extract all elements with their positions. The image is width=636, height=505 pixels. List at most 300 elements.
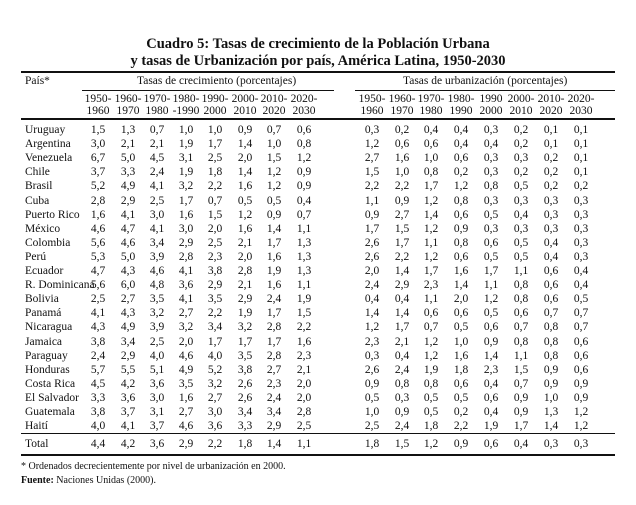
country-name: Haití bbox=[25, 420, 48, 432]
urbanization-rate-cell: 0,8 bbox=[453, 195, 469, 207]
urbanization-rate-cell: 0,2 bbox=[394, 124, 410, 136]
urbanization-rate-cell: 1,3 bbox=[543, 406, 559, 418]
urbanization-rate-cell: 0,4 bbox=[483, 406, 499, 418]
urbanization-rate-cell: 0,8 bbox=[423, 166, 439, 178]
growth-rate-cell: 3,3 bbox=[90, 392, 106, 404]
total-urbanization-cell: 0,3 bbox=[543, 438, 559, 450]
urbanization-rate-cell: 0,3 bbox=[573, 251, 589, 263]
growth-rate-cell: 3,9 bbox=[149, 251, 165, 263]
total-urbanization-cell: 0,9 bbox=[453, 438, 469, 450]
table-title-line2: y tasas de Urbanización por país, América Latina, 1950-2030 bbox=[130, 53, 506, 69]
urbanization-rate-cell: 0,9 bbox=[513, 392, 529, 404]
urbanization-rate-cell: 0,2 bbox=[453, 406, 469, 418]
urbanization-rate-cell: 0,9 bbox=[543, 378, 559, 390]
growth-rate-cell: 2,0 bbox=[296, 378, 312, 390]
urban-period-header-line1: 1970- bbox=[417, 93, 445, 105]
growth-rate-cell: 2,1 bbox=[296, 364, 312, 376]
growth-rate-cell: 4,6 bbox=[178, 420, 194, 432]
growth-rate-cell: 1,4 bbox=[237, 166, 253, 178]
growth-rate-cell: 3,2 bbox=[207, 378, 223, 390]
growth-rate-cell: 4,3 bbox=[120, 265, 136, 277]
urbanization-rate-cell: 0,6 bbox=[483, 392, 499, 404]
growth-rate-cell: 4,6 bbox=[120, 237, 136, 249]
urbanization-rate-cell: 0,6 bbox=[453, 307, 469, 319]
growth-rate-cell: 2,5 bbox=[90, 293, 106, 305]
growth-rate-cell: 2,8 bbox=[90, 195, 106, 207]
urbanization-rate-cell: 1,2 bbox=[364, 138, 380, 150]
country-name: Paraguay bbox=[25, 350, 68, 362]
urbanization-rate-cell: 1,7 bbox=[423, 180, 439, 192]
country-name: Argentina bbox=[25, 138, 71, 150]
total-rule bbox=[21, 433, 615, 434]
growth-rate-cell: 3,3 bbox=[120, 166, 136, 178]
growth-rate-cell: 1,2 bbox=[296, 152, 312, 164]
urbanization-rate-cell: 0,9 bbox=[573, 392, 589, 404]
urbanization-rate-cell: 0,7 bbox=[573, 307, 589, 319]
growth-rate-cell: 2,2 bbox=[296, 321, 312, 333]
growth-rate-cell: 1,7 bbox=[178, 195, 194, 207]
urbanization-rate-cell: 0,6 bbox=[543, 279, 559, 291]
urbanization-rate-cell: 0,3 bbox=[513, 223, 529, 235]
urbanization-rate-cell: 1,1 bbox=[513, 350, 529, 362]
bottom-rule bbox=[21, 454, 615, 456]
growth-rate-cell: 1,3 bbox=[296, 237, 312, 249]
urbanization-rate-cell: 2,4 bbox=[394, 420, 410, 432]
growth-rate-cell: 2,0 bbox=[207, 223, 223, 235]
growth-rate-cell: 1,3 bbox=[120, 124, 136, 136]
growth-rate-cell: 0,5 bbox=[237, 195, 253, 207]
growth-rate-cell: 2,7 bbox=[120, 293, 136, 305]
growth-rate-cell: 1,3 bbox=[296, 265, 312, 277]
urban-period-header-line2: 2010 bbox=[509, 105, 533, 117]
urbanization-rate-cell: 0,2 bbox=[453, 166, 469, 178]
growth-rate-cell: 4,5 bbox=[149, 152, 165, 164]
urbanization-rate-cell: 1,4 bbox=[423, 209, 439, 221]
urbanization-rate-cell: 0,9 bbox=[483, 336, 499, 348]
country-name: Perú bbox=[25, 251, 47, 263]
total-growth-cell: 2,2 bbox=[207, 438, 223, 450]
growth-rate-cell: 3,5 bbox=[207, 293, 223, 305]
growth-rate-cell: 2,6 bbox=[237, 378, 253, 390]
growth-rate-cell: 4,9 bbox=[120, 180, 136, 192]
growth-rate-cell: 1,4 bbox=[266, 223, 282, 235]
growth-period-header-line2: 2020 bbox=[262, 105, 286, 117]
growth-rate-cell: 1,7 bbox=[266, 237, 282, 249]
urbanization-rate-cell: 0,9 bbox=[513, 406, 529, 418]
urbanization-rate-cell: 0,6 bbox=[453, 378, 469, 390]
growth-rate-cell: 0,8 bbox=[296, 138, 312, 150]
growth-group-underline bbox=[82, 90, 334, 91]
urbanization-rate-cell: 1,6 bbox=[453, 265, 469, 277]
urbanization-rate-cell: 0,7 bbox=[513, 321, 529, 333]
urbanization-rate-cell: 0,5 bbox=[423, 392, 439, 404]
urbanization-rate-cell: 0,2 bbox=[513, 138, 529, 150]
growth-period-header-line1: 2000- bbox=[231, 93, 259, 105]
growth-rate-cell: 4,2 bbox=[120, 378, 136, 390]
urbanization-rate-cell: 1,7 bbox=[394, 321, 410, 333]
urbanization-rate-cell: 0,1 bbox=[573, 124, 589, 136]
growth-rate-cell: 3,8 bbox=[90, 406, 106, 418]
growth-rate-cell: 0,9 bbox=[296, 180, 312, 192]
growth-rate-cell: 3,4 bbox=[149, 237, 165, 249]
urbanization-rate-cell: 0,9 bbox=[543, 364, 559, 376]
urbanization-rate-cell: 1,4 bbox=[453, 279, 469, 291]
urbanization-rate-cell: 0,6 bbox=[543, 265, 559, 277]
urbanization-rate-cell: 1,1 bbox=[364, 195, 380, 207]
total-urbanization-cell: 1,5 bbox=[394, 438, 410, 450]
urbanization-rate-cell: 0,4 bbox=[483, 138, 499, 150]
growth-rate-cell: 1,6 bbox=[178, 209, 194, 221]
urbanization-rate-cell: 0,4 bbox=[394, 350, 410, 362]
country-name: México bbox=[25, 223, 61, 235]
urban-period-header-line2: 1960 bbox=[360, 105, 384, 117]
urbanization-rate-cell: 0,3 bbox=[483, 223, 499, 235]
urbanization-rate-cell: 0,6 bbox=[423, 307, 439, 319]
growth-period-header-line1: 1970- bbox=[143, 93, 171, 105]
urbanization-rate-cell: 0,6 bbox=[453, 209, 469, 221]
growth-rate-cell: 1,4 bbox=[237, 138, 253, 150]
urbanization-rate-cell: 0,2 bbox=[543, 152, 559, 164]
growth-rate-cell: 2,0 bbox=[237, 152, 253, 164]
urbanization-rate-cell: 0,4 bbox=[543, 251, 559, 263]
growth-rate-cell: 1,7 bbox=[207, 336, 223, 348]
growth-rate-cell: 1,7 bbox=[237, 336, 253, 348]
country-name: Puerto Rico bbox=[25, 209, 80, 221]
growth-rate-cell: 3,2 bbox=[178, 180, 194, 192]
growth-rate-cell: 1,6 bbox=[237, 223, 253, 235]
urbanization-rate-cell: 0,3 bbox=[543, 195, 559, 207]
urbanization-rate-cell: 0,8 bbox=[513, 293, 529, 305]
urbanization-rate-cell: 1,1 bbox=[423, 293, 439, 305]
growth-rate-cell: 3,6 bbox=[120, 392, 136, 404]
urbanization-rate-cell: 1,5 bbox=[364, 166, 380, 178]
growth-rate-cell: 4,5 bbox=[90, 378, 106, 390]
growth-rate-cell: 4,0 bbox=[149, 350, 165, 362]
urban-period-header-line2: 2030 bbox=[569, 105, 593, 117]
urbanization-rate-cell: 0,2 bbox=[513, 166, 529, 178]
country-name: Honduras bbox=[25, 364, 70, 376]
urbanization-rate-cell: 1,4 bbox=[394, 307, 410, 319]
growth-period-header-line2: 2030 bbox=[292, 105, 316, 117]
urban-period-header-line2: 2000 bbox=[479, 105, 503, 117]
urbanization-rate-cell: 0,9 bbox=[394, 406, 410, 418]
urban-period-header-line1: 2010- bbox=[537, 93, 565, 105]
growth-rate-cell: 6,0 bbox=[120, 279, 136, 291]
growth-rate-cell: 2,3 bbox=[266, 378, 282, 390]
urbanization-rate-cell: 1,2 bbox=[423, 350, 439, 362]
growth-rate-cell: 3,0 bbox=[178, 223, 194, 235]
urbanization-rate-cell: 0,8 bbox=[543, 336, 559, 348]
urbanization-rate-cell: 0,4 bbox=[423, 124, 439, 136]
urbanization-rate-cell: 0,6 bbox=[394, 138, 410, 150]
growth-rate-cell: 2,7 bbox=[178, 307, 194, 319]
growth-rate-cell: 3,4 bbox=[120, 336, 136, 348]
urbanization-rate-cell: 0,5 bbox=[453, 321, 469, 333]
urbanization-rate-cell: 0,8 bbox=[423, 378, 439, 390]
growth-rate-cell: 5,7 bbox=[90, 364, 106, 376]
growth-period-header-line1: 2010- bbox=[260, 93, 288, 105]
urbanization-rate-cell: 0,6 bbox=[513, 307, 529, 319]
growth-rate-cell: 4,1 bbox=[178, 265, 194, 277]
urbanization-rate-cell: 0,9 bbox=[573, 378, 589, 390]
growth-rate-cell: 4,6 bbox=[178, 350, 194, 362]
urbanization-rate-cell: 2,7 bbox=[364, 152, 380, 164]
total-urbanization-cell: 0,4 bbox=[513, 438, 529, 450]
urbanization-rate-cell: 0,6 bbox=[483, 321, 499, 333]
urban-period-header-line1: 1950- bbox=[358, 93, 386, 105]
growth-rate-cell: 5,1 bbox=[149, 364, 165, 376]
urbanization-rate-cell: 2,6 bbox=[364, 251, 380, 263]
urbanization-rate-cell: 0,7 bbox=[573, 321, 589, 333]
urbanization-rate-cell: 1,1 bbox=[423, 237, 439, 249]
urbanization-rate-cell: 0,8 bbox=[513, 336, 529, 348]
growth-rate-cell: 1,6 bbox=[178, 392, 194, 404]
growth-rate-cell: 2,0 bbox=[296, 392, 312, 404]
country-name: R. Dominicana bbox=[25, 279, 95, 291]
urbanization-rate-cell: 0,6 bbox=[573, 350, 589, 362]
urbanization-rate-cell: 0,1 bbox=[573, 166, 589, 178]
country-name: Colombia bbox=[25, 237, 71, 249]
growth-rate-cell: 2,4 bbox=[90, 350, 106, 362]
growth-rate-cell: 2,3 bbox=[207, 251, 223, 263]
urbanization-rate-cell: 0,1 bbox=[573, 152, 589, 164]
source-note bbox=[21, 475, 156, 486]
urbanization-rate-cell: 0,6 bbox=[483, 237, 499, 249]
growth-rate-cell: 3,8 bbox=[207, 265, 223, 277]
urbanization-rate-cell: 0,6 bbox=[453, 152, 469, 164]
growth-rate-cell: 1,0 bbox=[207, 124, 223, 136]
growth-rate-cell: 1,8 bbox=[207, 166, 223, 178]
growth-rate-cell: 2,5 bbox=[296, 420, 312, 432]
growth-rate-cell: 2,8 bbox=[296, 406, 312, 418]
urbanization-rate-cell: 0,8 bbox=[394, 378, 410, 390]
urban-period-header-line1: 2000- bbox=[507, 93, 535, 105]
urbanization-rate-cell: 0,4 bbox=[453, 138, 469, 150]
urbanization-rate-cell: 0,5 bbox=[483, 251, 499, 263]
urbanization-rate-cell: 0,1 bbox=[543, 124, 559, 136]
urbanization-rate-cell: 0,6 bbox=[453, 251, 469, 263]
growth-rate-cell: 3,7 bbox=[90, 166, 106, 178]
growth-rate-cell: 3,3 bbox=[237, 420, 253, 432]
growth-rate-cell: 4,9 bbox=[178, 364, 194, 376]
urbanization-rate-cell: 1,4 bbox=[483, 350, 499, 362]
growth-rate-cell: 4,6 bbox=[90, 223, 106, 235]
urbanization-rate-cell: 0,4 bbox=[394, 293, 410, 305]
urbanization-rate-cell: 2,2 bbox=[364, 180, 380, 192]
urbanization-rate-cell: 2,0 bbox=[364, 265, 380, 277]
urban-period-header-line2: 1970 bbox=[390, 105, 414, 117]
urbanization-rate-cell: 2,0 bbox=[453, 293, 469, 305]
urbanization-rate-cell: 0,4 bbox=[364, 293, 380, 305]
country-name: Brasil bbox=[25, 180, 53, 192]
country-name: El Salvador bbox=[25, 392, 79, 404]
growth-rate-cell: 4,1 bbox=[90, 307, 106, 319]
urbanization-rate-cell: 0,4 bbox=[483, 378, 499, 390]
growth-rate-cell: 1,6 bbox=[90, 209, 106, 221]
growth-rate-cell: 1,9 bbox=[266, 265, 282, 277]
urbanization-rate-cell: 2,3 bbox=[364, 336, 380, 348]
urbanization-rate-cell: 2,3 bbox=[483, 364, 499, 376]
urban-period-header-line1: 2020- bbox=[567, 93, 595, 105]
urbanization-rate-cell: 0,1 bbox=[573, 138, 589, 150]
country-name: Bolivia bbox=[25, 293, 59, 305]
urbanization-rate-cell: 1,8 bbox=[453, 364, 469, 376]
growth-rate-cell: 2,2 bbox=[207, 180, 223, 192]
urbanization-rate-cell: 0,4 bbox=[543, 237, 559, 249]
growth-rate-cell: 1,5 bbox=[90, 124, 106, 136]
growth-rate-cell: 1,7 bbox=[266, 307, 282, 319]
country-name: Cuba bbox=[25, 195, 50, 207]
urbanization-rate-cell: 0,5 bbox=[483, 307, 499, 319]
source-label: Fuente: bbox=[21, 475, 54, 486]
growth-rate-cell: 2,1 bbox=[149, 138, 165, 150]
urbanization-rate-cell: 2,3 bbox=[423, 279, 439, 291]
growth-period-header-line1: 2020- bbox=[290, 93, 318, 105]
urbanization-rate-cell: 0,7 bbox=[513, 378, 529, 390]
country-name: Costa Rica bbox=[25, 378, 76, 390]
country-name: Jamaica bbox=[25, 336, 63, 348]
growth-rate-cell: 3,6 bbox=[178, 279, 194, 291]
source-text: Naciones Unidas (2000). bbox=[53, 475, 156, 486]
urbanization-rate-cell: 0,6 bbox=[543, 293, 559, 305]
growth-rate-cell: 3,9 bbox=[149, 321, 165, 333]
urbanization-rate-cell: 2,2 bbox=[394, 251, 410, 263]
urbanization-rate-cell: 1,2 bbox=[573, 406, 589, 418]
growth-period-header-line1: 1960- bbox=[114, 93, 142, 105]
growth-rate-cell: 1,1 bbox=[296, 279, 312, 291]
urbanization-rate-cell: 2,1 bbox=[394, 336, 410, 348]
urbanization-rate-cell: 2,4 bbox=[394, 364, 410, 376]
growth-rate-cell: 3,1 bbox=[149, 406, 165, 418]
growth-period-header-line2: -1990 bbox=[172, 105, 200, 117]
growth-rate-cell: 5,6 bbox=[90, 279, 106, 291]
urbanization-rate-cell: 1,0 bbox=[364, 406, 380, 418]
growth-rate-cell: 2,4 bbox=[266, 392, 282, 404]
urban-period-header-line2: 1980 bbox=[419, 105, 443, 117]
growth-rate-cell: 2,0 bbox=[178, 336, 194, 348]
growth-rate-cell: 3,2 bbox=[237, 321, 253, 333]
growth-period-header-line1: 1950- bbox=[84, 93, 112, 105]
urbanization-rate-cell: 0,3 bbox=[573, 195, 589, 207]
urbanization-rate-cell: 0,3 bbox=[483, 195, 499, 207]
country-name: Guatemala bbox=[25, 406, 75, 418]
growth-rate-cell: 1,5 bbox=[207, 209, 223, 221]
country-name: Panamá bbox=[25, 307, 62, 319]
urbanization-rate-cell: 2,2 bbox=[394, 180, 410, 192]
urbanization-rate-cell: 0,6 bbox=[423, 138, 439, 150]
growth-rate-cell: 4,0 bbox=[90, 420, 106, 432]
growth-rate-cell: 2,5 bbox=[149, 336, 165, 348]
growth-rate-cell: 4,1 bbox=[149, 180, 165, 192]
growth-rate-cell: 2,1 bbox=[237, 279, 253, 291]
urbanization-rate-cell: 0,7 bbox=[423, 321, 439, 333]
urbanization-rate-cell: 1,7 bbox=[423, 265, 439, 277]
total-growth-cell: 2,9 bbox=[178, 438, 194, 450]
urbanization-rate-cell: 0,3 bbox=[364, 350, 380, 362]
urbanization-rate-cell: 1,1 bbox=[483, 279, 499, 291]
urbanization-rate-cell: 0,3 bbox=[513, 152, 529, 164]
growth-rate-cell: 1,5 bbox=[296, 307, 312, 319]
growth-rate-cell: 0,5 bbox=[266, 195, 282, 207]
urbanization-rate-cell: 0,3 bbox=[483, 166, 499, 178]
urbanization-rate-cell: 0,5 bbox=[513, 237, 529, 249]
urbanization-rate-cell: 1,2 bbox=[483, 293, 499, 305]
growth-rate-cell: 5,3 bbox=[90, 251, 106, 263]
urbanization-rate-cell: 1,2 bbox=[423, 195, 439, 207]
total-growth-cell: 4,2 bbox=[120, 438, 136, 450]
urbanization-rate-cell: 0,3 bbox=[573, 209, 589, 221]
growth-rate-cell: 1,1 bbox=[296, 223, 312, 235]
growth-rate-cell: 1,9 bbox=[178, 166, 194, 178]
growth-rate-cell: 5,5 bbox=[120, 364, 136, 376]
growth-rate-cell: 5,6 bbox=[90, 237, 106, 249]
country-name: Nicaragua bbox=[25, 321, 73, 333]
urbanization-rate-cell: 1,2 bbox=[453, 180, 469, 192]
growth-rate-cell: 3,0 bbox=[207, 406, 223, 418]
urbanization-rate-cell: 1,9 bbox=[423, 364, 439, 376]
growth-rate-cell: 2,1 bbox=[120, 138, 136, 150]
total-label: Total bbox=[25, 438, 49, 450]
growth-rate-cell: 2,1 bbox=[237, 237, 253, 249]
growth-rate-cell: 1,5 bbox=[266, 152, 282, 164]
urbanization-rate-cell: 1,7 bbox=[364, 223, 380, 235]
urbanization-rate-cell: 1,2 bbox=[423, 336, 439, 348]
growth-rate-cell: 4,9 bbox=[120, 321, 136, 333]
growth-rate-cell: 5,2 bbox=[207, 364, 223, 376]
growth-rate-cell: 0,7 bbox=[207, 195, 223, 207]
urbanization-rate-cell: 2,2 bbox=[453, 420, 469, 432]
urbanization-rate-cell: 0,9 bbox=[453, 223, 469, 235]
urbanization-rate-cell: 0,8 bbox=[543, 350, 559, 362]
total-urbanization-cell: 1,2 bbox=[423, 438, 439, 450]
urbanization-rate-cell: 2,7 bbox=[394, 209, 410, 221]
urbanization-rate-cell: 2,4 bbox=[364, 279, 380, 291]
growth-rate-cell: 1,6 bbox=[266, 251, 282, 263]
country-name: Ecuador bbox=[25, 265, 64, 277]
urban-period-header-line1: 1980- bbox=[447, 93, 475, 105]
total-growth-cell: 1,8 bbox=[237, 438, 253, 450]
urbanization-rate-cell: 0,3 bbox=[573, 237, 589, 249]
growth-rate-cell: 5,0 bbox=[120, 152, 136, 164]
urbanization-rate-cell: 0,2 bbox=[513, 124, 529, 136]
urbanization-rate-cell: 0,4 bbox=[573, 279, 589, 291]
growth-rate-cell: 2,4 bbox=[266, 293, 282, 305]
growth-rate-cell: 1,6 bbox=[237, 180, 253, 192]
urban-period-header-line2: 2020 bbox=[539, 105, 563, 117]
urbanization-rate-cell: 1,0 bbox=[543, 392, 559, 404]
urbanization-rate-cell: 0,8 bbox=[453, 237, 469, 249]
urbanization-rate-cell: 1,2 bbox=[364, 321, 380, 333]
growth-rate-cell: 2,9 bbox=[237, 293, 253, 305]
growth-rate-cell: 3,4 bbox=[237, 406, 253, 418]
urbanization-rate-cell: 2,5 bbox=[364, 420, 380, 432]
urbanization-rate-cell: 1,0 bbox=[423, 152, 439, 164]
growth-rate-cell: 3,5 bbox=[237, 350, 253, 362]
top-rule bbox=[21, 71, 615, 73]
urbanization-rate-cell: 2,9 bbox=[394, 279, 410, 291]
urbanization-rate-cell: 1,4 bbox=[543, 420, 559, 432]
growth-rate-cell: 0,7 bbox=[296, 209, 312, 221]
growth-period-header-line2: 1970 bbox=[116, 105, 140, 117]
growth-rate-cell: 5,2 bbox=[90, 180, 106, 192]
growth-period-header-line2: 2000 bbox=[203, 105, 227, 117]
urbanization-rate-cell: 0,6 bbox=[573, 364, 589, 376]
urbanization-rate-cell: 0,2 bbox=[543, 180, 559, 192]
urbanization-rate-cell: 1,0 bbox=[453, 336, 469, 348]
urbanization-rate-cell: 1,2 bbox=[423, 223, 439, 235]
urbanization-rate-cell: 0,3 bbox=[483, 124, 499, 136]
urbanization-rate-cell: 0,8 bbox=[483, 180, 499, 192]
